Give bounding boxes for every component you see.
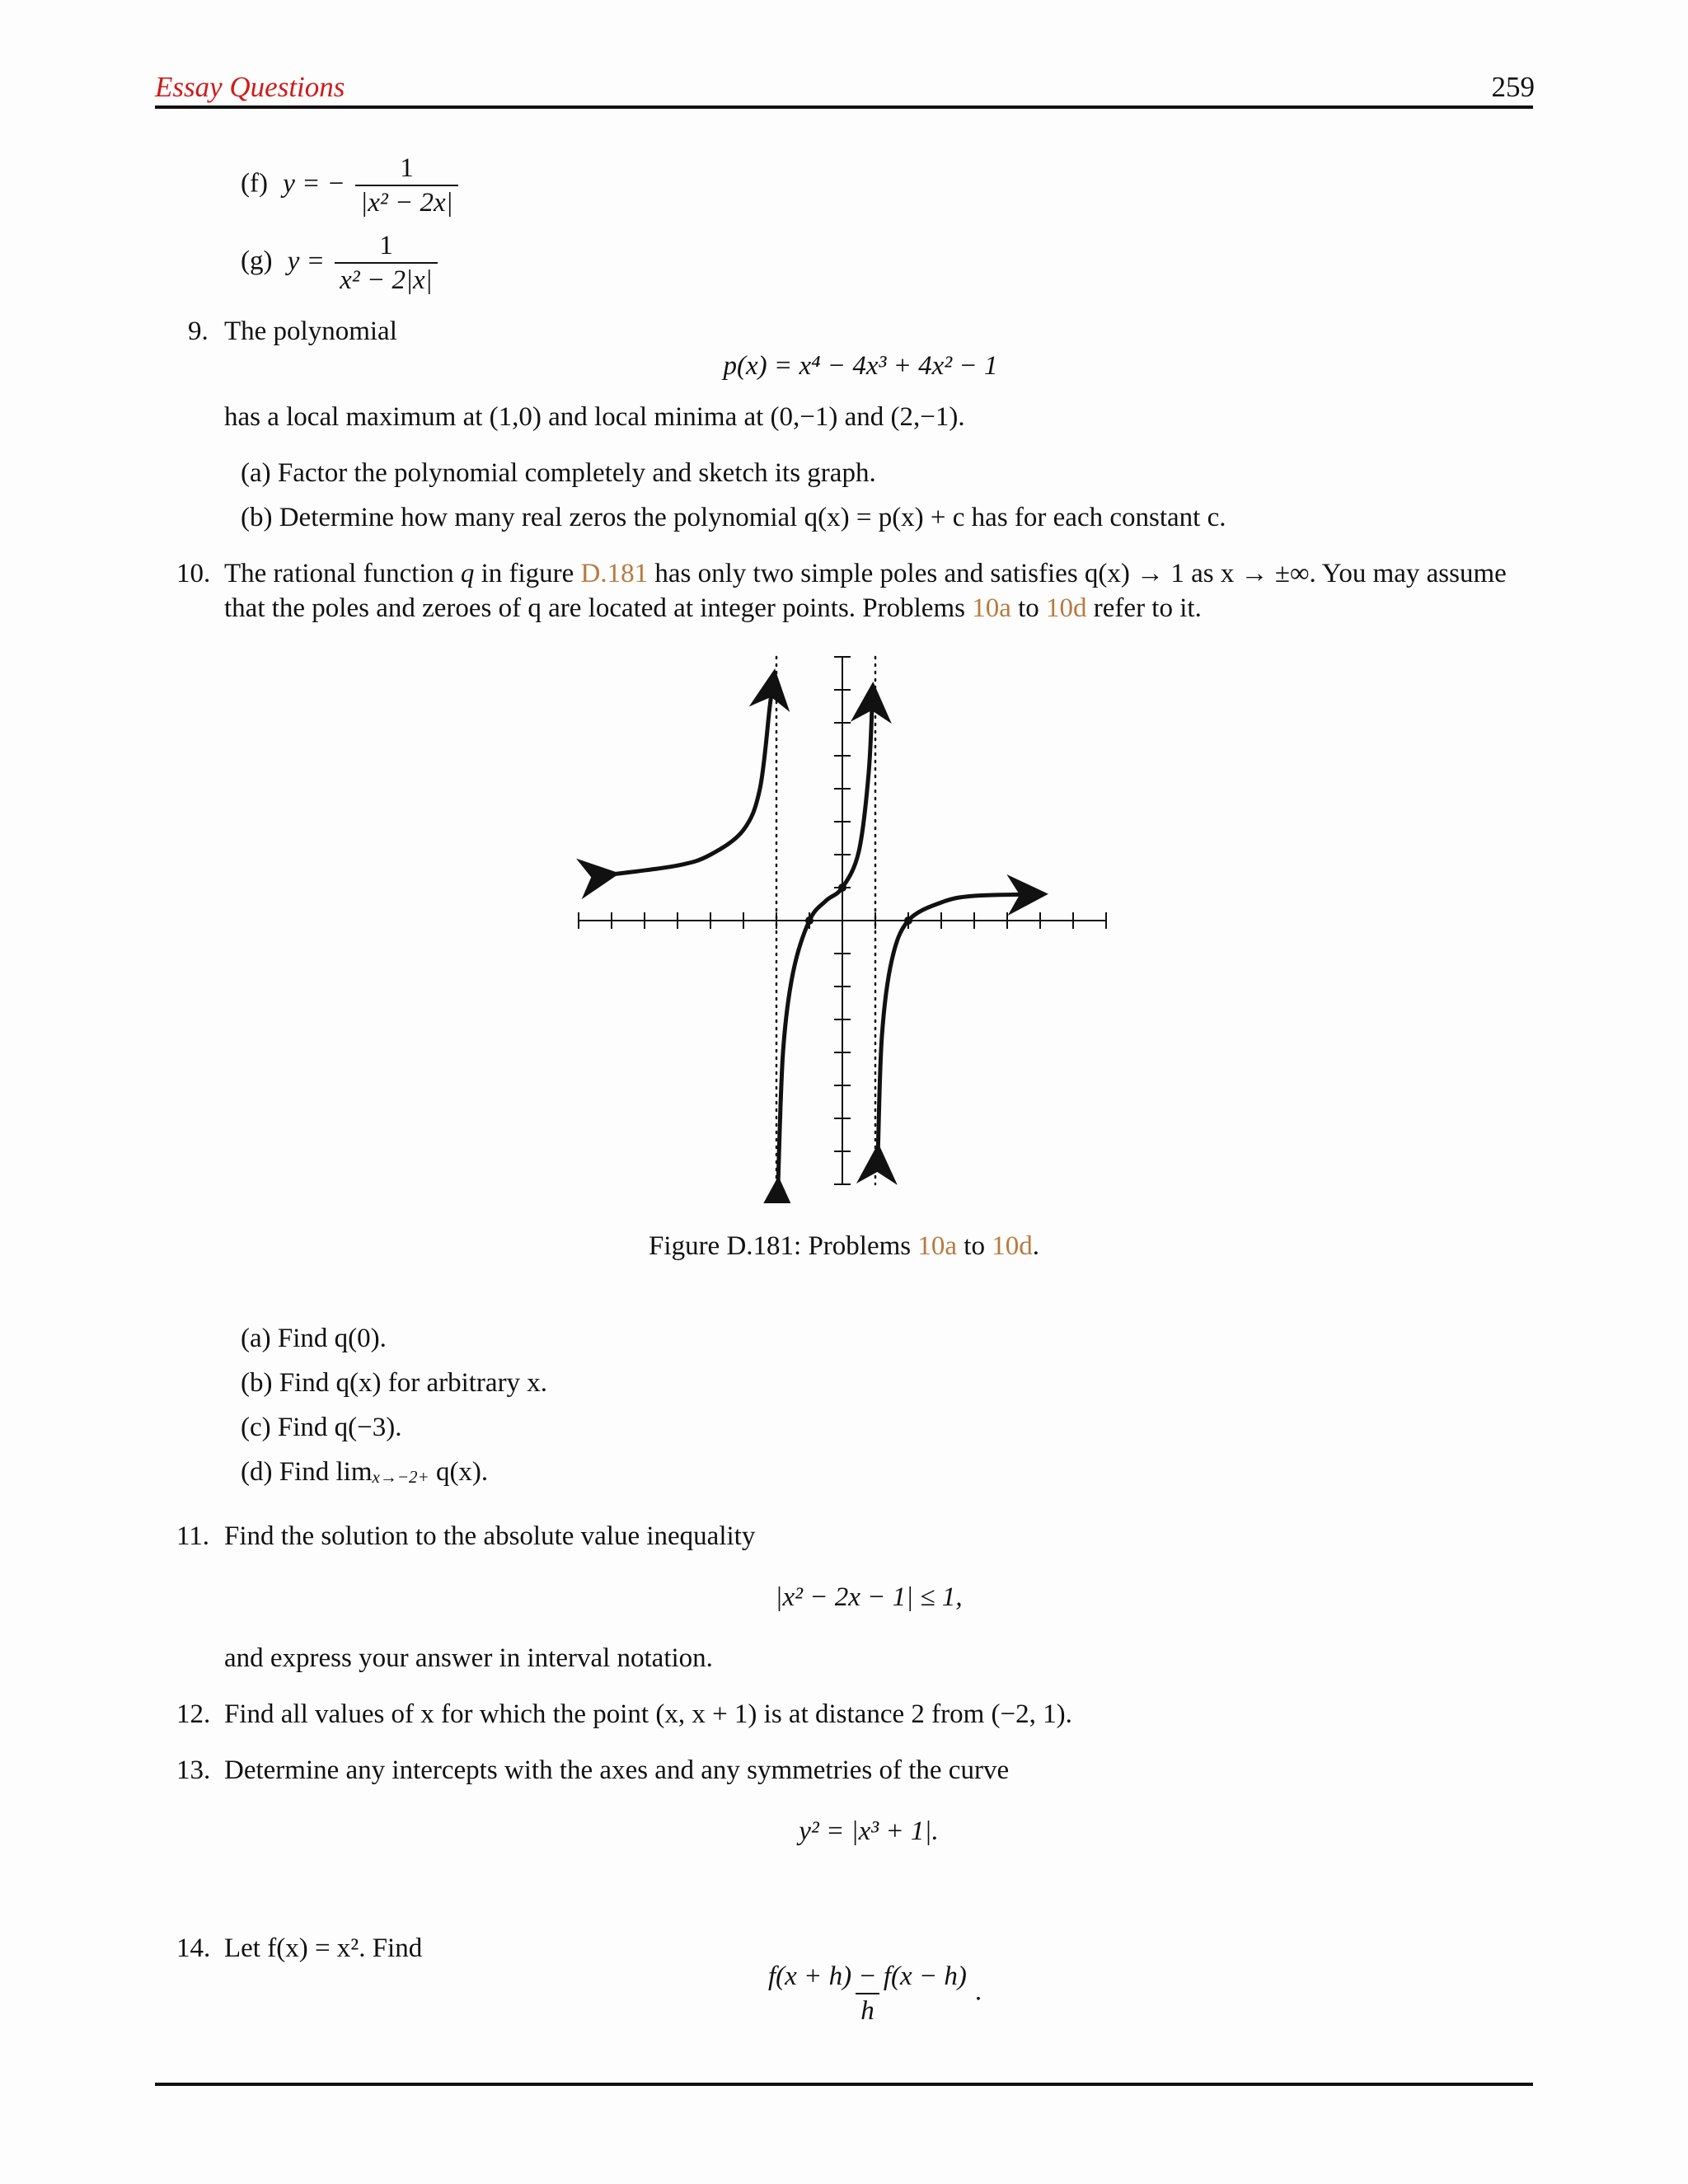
problem-10-number: 10. — [176, 559, 211, 588]
curve-branch-3 — [878, 894, 1040, 1151]
problem-8g-denominator: x² − 2|x| — [335, 262, 438, 297]
problem-9-intro: The polynomial — [224, 316, 397, 346]
footer-rule — [155, 2083, 1533, 2086]
problem-13-text: Determine any intercepts with the axes and any symmetries of the curve — [224, 1755, 1010, 1785]
problem-8g-numerator: 1 — [379, 231, 393, 260]
problem-10b: (b) Find q(x) for arbitrary x. — [241, 1368, 548, 1398]
problem-8f-denominator: |x² − 2x| — [355, 185, 458, 219]
problem-10-to: to — [1010, 593, 1047, 623]
problem-11-intro: Find the solution to the absolute value inequality — [224, 1521, 756, 1551]
problem-10d-pre: (d) Find lim — [241, 1457, 373, 1487]
problem-8g-lhs: y = — [287, 246, 325, 276]
problem-10d-ref-link[interactable]: 10d — [1046, 593, 1087, 623]
caption-10d-link[interactable]: 10d — [992, 1231, 1033, 1261]
problem-12-text: Find all values of x for which the point (x, x + 1) is at distance 2 from (−2, 1). — [224, 1699, 1072, 1729]
problem-14-text: Let f(x) = x². Find — [224, 1933, 423, 1963]
problem-14-number: 14. — [176, 1933, 211, 1963]
problem-14-numerator: f(x + h) − f(x − h) — [768, 1961, 967, 1991]
curve-branch-2 — [778, 690, 873, 1184]
figure-caption — [0, 1230, 1688, 1263]
problem-8f-lhs: y = − — [283, 168, 345, 199]
curve-branch-1 — [612, 677, 774, 874]
problem-13-number: 13. — [176, 1755, 211, 1785]
problem-10d-sub: x→−2+ — [372, 1467, 429, 1487]
problem-9b: (b) Determine how many real zeros the polynomial q(x) = p(x) + c has for each constant c. — [241, 503, 1226, 532]
problem-10-line2-post: refer to it. — [1086, 593, 1202, 623]
problem-9a: (a) Factor the polynomial completely and sketch its graph. — [241, 458, 876, 488]
problem-8f-label: (f) — [241, 168, 268, 199]
problem-10-line1-mid: in figure — [474, 559, 581, 588]
problem-13-equation: y² = |x³ + 1|. — [799, 1816, 939, 1846]
problem-10d — [241, 1455, 488, 1488]
problem-11-number: 11. — [176, 1521, 210, 1551]
problem-8f-numerator: 1 — [400, 153, 414, 183]
problem-10-line1-pre: The rational function — [224, 559, 461, 588]
problem-14-expression — [760, 1960, 982, 2027]
header-section-title: Essay Questions — [155, 71, 345, 103]
intercept-point — [904, 916, 912, 925]
figure-caption-post: . — [1032, 1231, 1039, 1261]
problem-10a: (a) Find q(0). — [241, 1324, 387, 1353]
chart-axes — [579, 657, 1106, 1184]
problem-10-q: q — [460, 559, 475, 588]
problem-9-equation: p(x) = x⁴ − 4x³ + 4x² − 1 — [723, 351, 998, 381]
problem-10-line2-pre: that the poles and zeroes of q are located at integer points. Problems — [224, 593, 973, 623]
problem-10c: (c) Find q(−3). — [241, 1413, 402, 1442]
problem-8g-label: (g) — [241, 246, 273, 276]
caption-to: to — [957, 1231, 992, 1261]
problem-10-line1-post: has only two simple poles and satisfies q(x) → 1 as x → ±∞. You may assume — [648, 559, 1507, 588]
problem-14-fraction — [763, 1960, 972, 2027]
problem-11-equation: |x² − 2x − 1| ≤ 1, — [775, 1582, 963, 1612]
figure-caption-pre: Figure D.181: Problems — [649, 1231, 918, 1261]
intercept-point — [838, 883, 846, 892]
chart-curves — [612, 677, 1040, 1184]
intercept-point — [805, 916, 814, 925]
problem-14-trail: . — [974, 1976, 982, 2007]
header-page-number: 259 — [1491, 71, 1535, 103]
caption-10a-link[interactable]: 10a — [917, 1231, 958, 1261]
figure-ref-link[interactable]: D.181 — [580, 559, 649, 588]
problem-12-number: 12. — [176, 1699, 211, 1729]
problem-10d-post: q(x). — [429, 1457, 489, 1487]
problem-10a-ref-link[interactable]: 10a — [972, 593, 1011, 623]
problem-14-denominator: h — [856, 1993, 879, 2027]
problem-9-text: has a local maximum at (1,0) and local minima at (0,−1) and (2,−1). — [224, 402, 965, 432]
problem-9-number: 9. — [188, 316, 209, 346]
problem-11-text: and express your answer in interval notation. — [224, 1643, 713, 1673]
